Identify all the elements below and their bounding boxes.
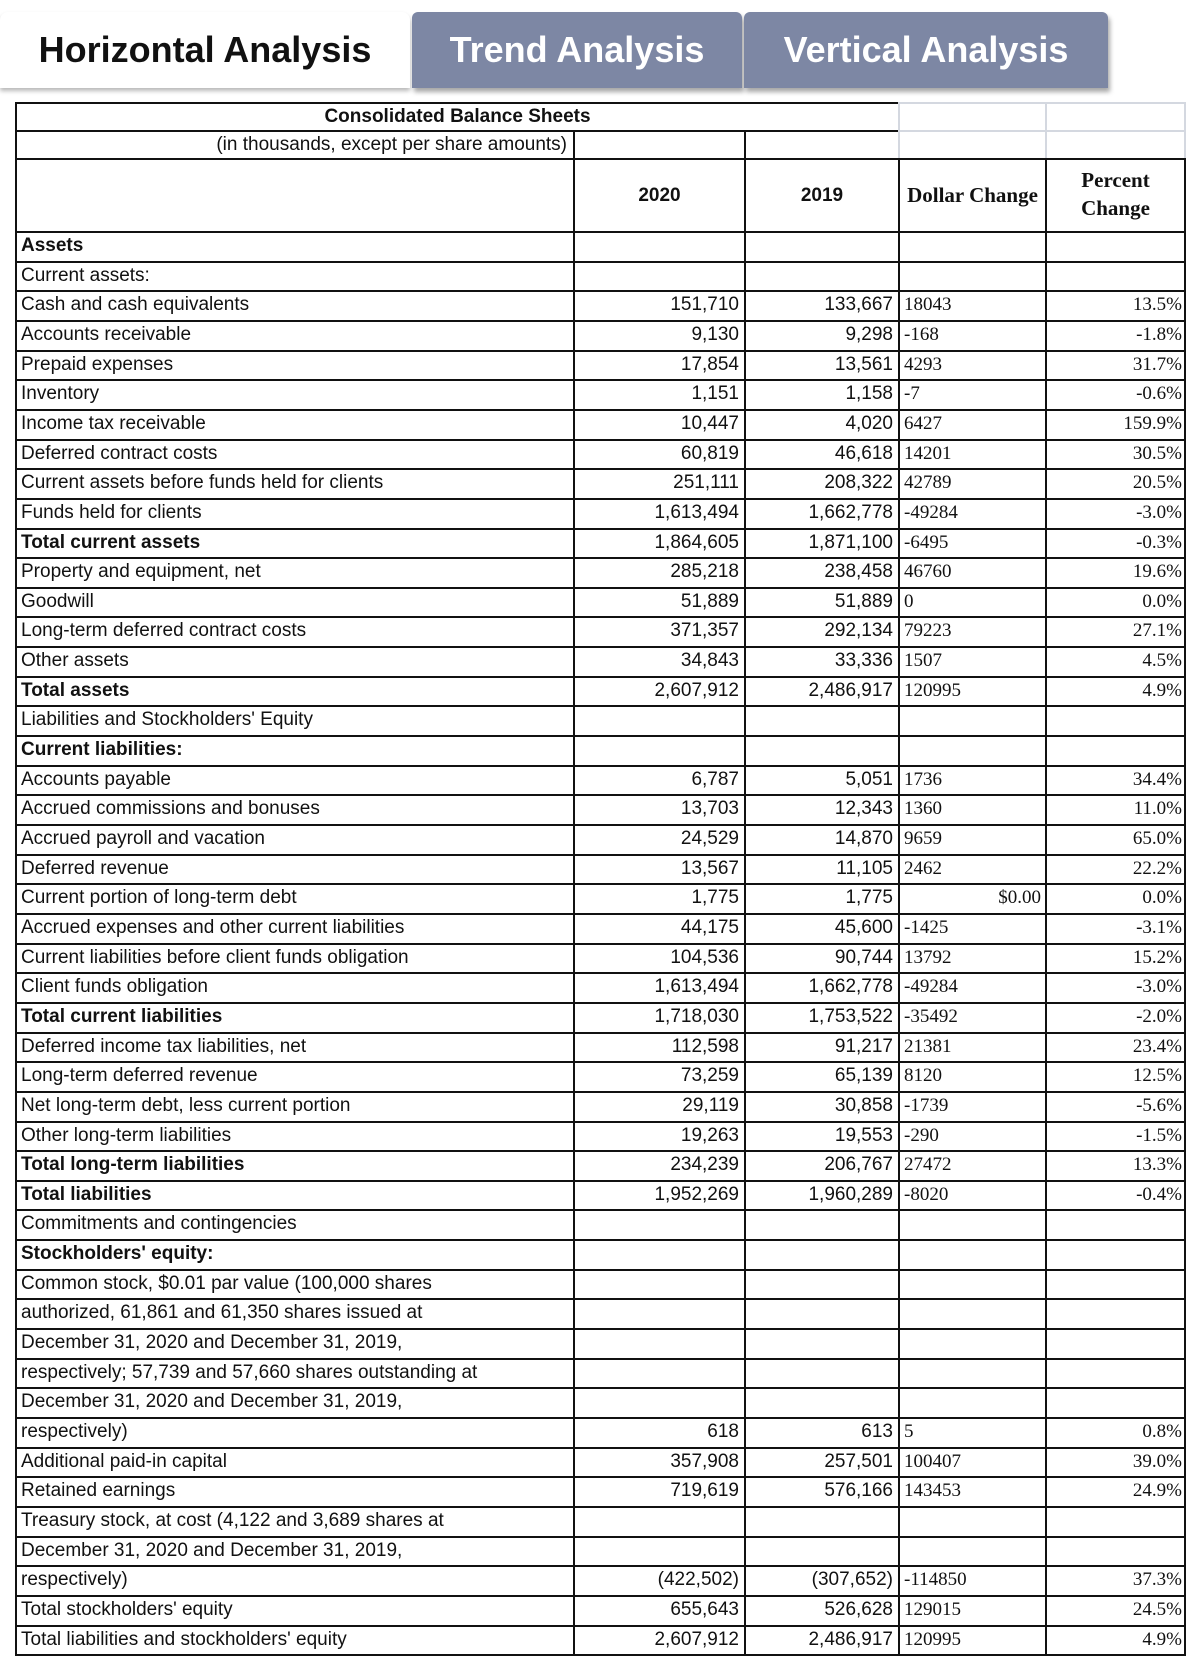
row-label[interactable]: Commitments and contingencies bbox=[15, 1209, 575, 1241]
percent-change[interactable] bbox=[1045, 261, 1186, 292]
row-label[interactable]: respectively; 57,739 and 57,660 shares outstanding at bbox=[15, 1358, 575, 1389]
percent-change[interactable]: 0.0% bbox=[1045, 883, 1186, 915]
row-label[interactable]: Cash and cash equivalents bbox=[15, 290, 575, 322]
dollar-change[interactable] bbox=[898, 705, 1047, 737]
dollar-change[interactable]: -168 bbox=[898, 320, 1047, 352]
value-2020[interactable]: 73,259 bbox=[573, 1061, 746, 1093]
value-2019[interactable]: 5,051 bbox=[744, 765, 900, 796]
row-label[interactable]: Total liabilities and stockholders' equity bbox=[15, 1625, 575, 1656]
percent-change[interactable] bbox=[1045, 1358, 1186, 1389]
dollar-change[interactable] bbox=[898, 1358, 1047, 1389]
empty-cell[interactable] bbox=[898, 130, 1047, 160]
percent-change[interactable]: -3.0% bbox=[1045, 498, 1186, 530]
percent-change[interactable]: 20.5% bbox=[1045, 468, 1186, 500]
dollar-change[interactable]: 1507 bbox=[898, 646, 1047, 678]
value-2019[interactable]: 1,871,100 bbox=[744, 528, 900, 559]
row-label[interactable]: Total assets bbox=[15, 676, 575, 707]
percent-change[interactable]: 37.3% bbox=[1045, 1565, 1186, 1597]
percent-change[interactable] bbox=[1045, 1209, 1186, 1241]
value-2019[interactable]: 51,889 bbox=[744, 587, 900, 618]
percent-change[interactable] bbox=[1045, 1239, 1186, 1271]
value-2020[interactable] bbox=[573, 1358, 746, 1389]
dollar-change[interactable]: -49284 bbox=[898, 972, 1047, 1004]
dollar-change[interactable] bbox=[898, 231, 1047, 263]
row-label[interactable]: Total current liabilities bbox=[15, 1002, 575, 1034]
value-2020[interactable]: 13,703 bbox=[573, 794, 746, 826]
value-2019[interactable]: 30,858 bbox=[744, 1091, 900, 1123]
percent-change[interactable] bbox=[1045, 735, 1186, 767]
value-2020[interactable]: 44,175 bbox=[573, 913, 746, 945]
percent-header-line1: Percent bbox=[1081, 168, 1150, 192]
value-2019[interactable]: 1,753,522 bbox=[744, 1002, 900, 1034]
empty-cell[interactable] bbox=[898, 102, 1047, 132]
value-2019[interactable]: 46,618 bbox=[744, 439, 900, 470]
row-label[interactable]: Current portion of long-term debt bbox=[15, 883, 575, 915]
value-2019[interactable]: 208,322 bbox=[744, 468, 900, 500]
value-2020[interactable] bbox=[573, 1209, 746, 1241]
row-label[interactable]: Accounts receivable bbox=[15, 320, 575, 352]
row-label[interactable]: respectively) bbox=[15, 1417, 575, 1449]
dollar-change[interactable]: 79223 bbox=[898, 616, 1047, 648]
percent-change[interactable]: 34.4% bbox=[1045, 765, 1186, 796]
row-label[interactable]: Assets bbox=[15, 231, 575, 263]
dollar-change[interactable]: -290 bbox=[898, 1121, 1047, 1152]
dollar-change[interactable]: -35492 bbox=[898, 1002, 1047, 1034]
row-label[interactable]: Total long-term liabilities bbox=[15, 1150, 575, 1182]
value-2019[interactable] bbox=[744, 1358, 900, 1389]
percent-change[interactable]: 13.5% bbox=[1045, 290, 1186, 322]
row-label[interactable]: Accrued commissions and bonuses bbox=[15, 794, 575, 826]
value-2020[interactable]: 13,567 bbox=[573, 854, 746, 885]
column-header-2020: 2020 bbox=[573, 158, 746, 233]
row-label[interactable]: Client funds obligation bbox=[15, 972, 575, 1004]
row-label[interactable]: Total liabilities bbox=[15, 1180, 575, 1211]
row-label[interactable]: Deferred contract costs bbox=[15, 439, 575, 470]
percent-change[interactable]: 4.9% bbox=[1045, 676, 1186, 707]
value-2019[interactable]: 33,336 bbox=[744, 646, 900, 678]
dollar-change[interactable] bbox=[898, 1506, 1047, 1538]
value-2020[interactable]: 104,536 bbox=[573, 943, 746, 974]
value-2019[interactable] bbox=[744, 261, 900, 292]
dollar-change[interactable]: 120995 bbox=[898, 1625, 1047, 1656]
row-label[interactable]: Long-term deferred contract costs bbox=[15, 616, 575, 648]
percent-change[interactable]: 24.5% bbox=[1045, 1595, 1186, 1627]
value-2020[interactable]: 51,889 bbox=[573, 587, 746, 618]
dollar-change[interactable]: 100407 bbox=[898, 1447, 1047, 1478]
percent-change[interactable]: 19.6% bbox=[1045, 557, 1186, 589]
value-2020[interactable] bbox=[573, 1239, 746, 1271]
value-2019[interactable] bbox=[744, 1239, 900, 1271]
dollar-change[interactable]: 14201 bbox=[898, 439, 1047, 470]
dollar-change[interactable]: 129015 bbox=[898, 1595, 1047, 1627]
value-2019[interactable]: 1,158 bbox=[744, 379, 900, 411]
dollar-change[interactable]: $0.00 bbox=[898, 883, 1047, 915]
row-label[interactable]: Liabilities and Stockholders' Equity bbox=[15, 705, 575, 737]
dollar-change[interactable]: -49284 bbox=[898, 498, 1047, 530]
value-2019[interactable]: 11,105 bbox=[744, 854, 900, 885]
dollar-change[interactable] bbox=[898, 1536, 1047, 1567]
value-2020[interactable] bbox=[573, 231, 746, 263]
value-2019[interactable]: 613 bbox=[744, 1417, 900, 1449]
value-2019[interactable]: 1,960,289 bbox=[744, 1180, 900, 1211]
value-2019[interactable]: 206,767 bbox=[744, 1150, 900, 1182]
percent-change[interactable]: 39.0% bbox=[1045, 1447, 1186, 1478]
dollar-change[interactable]: 6427 bbox=[898, 409, 1047, 441]
value-2020[interactable]: 6,787 bbox=[573, 765, 746, 796]
dollar-change[interactable]: 1736 bbox=[898, 765, 1047, 796]
dollar-change[interactable]: 42789 bbox=[898, 468, 1047, 500]
dollar-change[interactable]: 18043 bbox=[898, 290, 1047, 322]
percent-change[interactable]: -0.4% bbox=[1045, 1180, 1186, 1211]
value-2020[interactable]: 34,843 bbox=[573, 646, 746, 678]
value-2019[interactable]: 2,486,917 bbox=[744, 1625, 900, 1656]
dollar-change[interactable]: -1739 bbox=[898, 1091, 1047, 1123]
row-label[interactable]: December 31, 2020 and December 31, 2019, bbox=[15, 1328, 575, 1360]
dollar-change[interactable] bbox=[898, 1328, 1047, 1360]
value-2019[interactable]: 90,744 bbox=[744, 943, 900, 974]
value-2019[interactable] bbox=[744, 735, 900, 767]
value-2019[interactable]: 14,870 bbox=[744, 824, 900, 856]
percent-change[interactable]: -0.3% bbox=[1045, 528, 1186, 559]
percent-change[interactable]: -1.5% bbox=[1045, 1121, 1186, 1152]
dollar-change[interactable]: 21381 bbox=[898, 1032, 1047, 1063]
percent-change[interactable]: 30.5% bbox=[1045, 439, 1186, 470]
percent-change[interactable] bbox=[1045, 1328, 1186, 1360]
column-header-2019: 2019 bbox=[744, 158, 900, 233]
tab-horizontal-analysis[interactable]: Horizontal Analysis bbox=[0, 12, 410, 88]
empty-cell[interactable] bbox=[744, 130, 900, 160]
value-2020[interactable] bbox=[573, 1506, 746, 1538]
dollar-change[interactable]: -114850 bbox=[898, 1565, 1047, 1597]
row-label[interactable]: Other long-term liabilities bbox=[15, 1121, 575, 1152]
value-2019[interactable]: (307,652) bbox=[744, 1565, 900, 1597]
percent-change[interactable]: -5.6% bbox=[1045, 1091, 1186, 1123]
percent-change[interactable]: -2.0% bbox=[1045, 1002, 1186, 1034]
row-label[interactable]: Inventory bbox=[15, 379, 575, 411]
value-2019[interactable]: 1,775 bbox=[744, 883, 900, 915]
row-label[interactable]: Total current assets bbox=[15, 528, 575, 559]
value-2020[interactable]: 655,643 bbox=[573, 1595, 746, 1627]
value-2019[interactable]: 91,217 bbox=[744, 1032, 900, 1063]
value-2019[interactable]: 12,343 bbox=[744, 794, 900, 826]
row-label[interactable]: Current liabilities: bbox=[15, 735, 575, 767]
dollar-change[interactable] bbox=[898, 1239, 1047, 1271]
percent-change[interactable]: 31.7% bbox=[1045, 350, 1186, 381]
value-2020[interactable]: 60,819 bbox=[573, 439, 746, 470]
row-label[interactable]: Deferred income tax liabilities, net bbox=[15, 1032, 575, 1063]
value-2020[interactable] bbox=[573, 705, 746, 737]
percent-change[interactable]: 11.0% bbox=[1045, 794, 1186, 826]
dollar-change[interactable] bbox=[898, 1209, 1047, 1241]
value-2020[interactable] bbox=[573, 261, 746, 292]
percent-change[interactable]: 13.3% bbox=[1045, 1150, 1186, 1182]
value-2019[interactable]: 4,020 bbox=[744, 409, 900, 441]
row-label[interactable]: Accrued expenses and other current liabilities bbox=[15, 913, 575, 945]
dollar-change[interactable]: -7 bbox=[898, 379, 1047, 411]
dollar-change[interactable] bbox=[898, 1269, 1047, 1300]
value-2019[interactable]: 257,501 bbox=[744, 1447, 900, 1478]
percent-change[interactable] bbox=[1045, 1506, 1186, 1538]
value-2020[interactable]: 357,908 bbox=[573, 1447, 746, 1478]
percent-change[interactable] bbox=[1045, 1269, 1186, 1300]
table-title: Consolidated Balance Sheets bbox=[15, 102, 900, 132]
value-2020[interactable] bbox=[573, 1536, 746, 1567]
row-label[interactable]: Funds held for clients bbox=[15, 498, 575, 530]
value-2019[interactable]: 292,134 bbox=[744, 616, 900, 648]
value-2020[interactable]: 2,607,912 bbox=[573, 676, 746, 707]
value-2020[interactable]: 24,529 bbox=[573, 824, 746, 856]
percent-change[interactable]: 22.2% bbox=[1045, 854, 1186, 885]
row-label[interactable]: Retained earnings bbox=[15, 1476, 575, 1508]
value-2020[interactable]: 1,613,494 bbox=[573, 498, 746, 530]
value-2020[interactable] bbox=[573, 1269, 746, 1300]
value-2019[interactable] bbox=[744, 1209, 900, 1241]
value-2020[interactable]: 1,952,269 bbox=[573, 1180, 746, 1211]
dollar-change[interactable]: 4293 bbox=[898, 350, 1047, 381]
percent-change[interactable]: 12.5% bbox=[1045, 1061, 1186, 1093]
value-2019[interactable]: 45,600 bbox=[744, 913, 900, 945]
dollar-change[interactable] bbox=[898, 1298, 1047, 1330]
value-2019[interactable]: 238,458 bbox=[744, 557, 900, 589]
value-2019[interactable] bbox=[744, 1536, 900, 1567]
value-2020[interactable]: 9,130 bbox=[573, 320, 746, 352]
empty-cell[interactable] bbox=[1045, 130, 1186, 160]
value-2020[interactable]: 112,598 bbox=[573, 1032, 746, 1063]
percent-change[interactable]: 4.5% bbox=[1045, 646, 1186, 678]
value-2019[interactable]: 9,298 bbox=[744, 320, 900, 352]
value-2019[interactable]: 576,166 bbox=[744, 1476, 900, 1508]
row-label[interactable]: Current assets before funds held for clients bbox=[15, 468, 575, 500]
dollar-change[interactable]: 8120 bbox=[898, 1061, 1047, 1093]
empty-cell[interactable] bbox=[573, 130, 746, 160]
column-header-dollar-change: Dollar Change bbox=[898, 158, 1047, 233]
value-2020[interactable]: (422,502) bbox=[573, 1565, 746, 1597]
percent-change[interactable]: -3.1% bbox=[1045, 913, 1186, 945]
row-label[interactable]: Goodwill bbox=[15, 587, 575, 618]
value-2020[interactable]: 1,718,030 bbox=[573, 1002, 746, 1034]
percent-change[interactable] bbox=[1045, 1536, 1186, 1567]
value-2020[interactable]: 1,613,494 bbox=[573, 972, 746, 1004]
empty-cell[interactable] bbox=[1045, 102, 1186, 132]
row-label[interactable]: authorized, 61,861 and 61,350 shares issued at bbox=[15, 1298, 575, 1330]
value-2019[interactable] bbox=[744, 1328, 900, 1360]
value-2019[interactable]: 133,667 bbox=[744, 290, 900, 322]
row-label[interactable]: respectively) bbox=[15, 1565, 575, 1597]
value-2019[interactable]: 1,662,778 bbox=[744, 498, 900, 530]
row-label[interactable]: Property and equipment, net bbox=[15, 557, 575, 589]
value-2020[interactable]: 285,218 bbox=[573, 557, 746, 589]
dollar-change[interactable] bbox=[898, 261, 1047, 292]
value-2019[interactable] bbox=[744, 231, 900, 263]
row-label[interactable]: Deferred revenue bbox=[15, 854, 575, 885]
value-2020[interactable]: 17,854 bbox=[573, 350, 746, 381]
row-label[interactable]: Other assets bbox=[15, 646, 575, 678]
table-subtitle: (in thousands, except per share amounts) bbox=[15, 130, 575, 160]
row-label[interactable]: Current liabilities before client funds obligation bbox=[15, 943, 575, 974]
row-label[interactable]: Accrued payroll and vacation bbox=[15, 824, 575, 856]
percent-change[interactable]: -1.8% bbox=[1045, 320, 1186, 352]
empty-header-cell[interactable] bbox=[15, 158, 575, 233]
value-2020[interactable]: 251,111 bbox=[573, 468, 746, 500]
value-2019[interactable]: 13,561 bbox=[744, 350, 900, 381]
percent-change[interactable]: 4.9% bbox=[1045, 1625, 1186, 1656]
row-label[interactable]: Accounts payable bbox=[15, 765, 575, 796]
percent-change[interactable] bbox=[1045, 1298, 1186, 1330]
tab-trend-analysis[interactable]: Trend Analysis bbox=[412, 12, 742, 88]
dollar-change[interactable]: 0 bbox=[898, 587, 1047, 618]
dollar-change[interactable]: 5 bbox=[898, 1417, 1047, 1449]
value-2020[interactable]: 151,710 bbox=[573, 290, 746, 322]
value-2020[interactable]: 10,447 bbox=[573, 409, 746, 441]
percent-change[interactable]: -0.6% bbox=[1045, 379, 1186, 411]
value-2019[interactable] bbox=[744, 1387, 900, 1419]
value-2020[interactable]: 618 bbox=[573, 1417, 746, 1449]
dollar-change[interactable]: 1360 bbox=[898, 794, 1047, 826]
value-2019[interactable]: 2,486,917 bbox=[744, 676, 900, 707]
percent-header-line2: Change bbox=[1081, 196, 1150, 220]
value-2019[interactable]: 526,628 bbox=[744, 1595, 900, 1627]
value-2020[interactable]: 719,619 bbox=[573, 1476, 746, 1508]
percent-change[interactable] bbox=[1045, 705, 1186, 737]
dollar-change[interactable]: 143453 bbox=[898, 1476, 1047, 1508]
dollar-change[interactable] bbox=[898, 735, 1047, 767]
percent-change[interactable]: 159.9% bbox=[1045, 409, 1186, 441]
percent-change[interactable]: 15.2% bbox=[1045, 943, 1186, 974]
row-label[interactable]: Treasury stock, at cost (4,122 and 3,689 shares at bbox=[15, 1506, 575, 1538]
row-label[interactable]: Common stock, $0.01 par value (100,000 shares bbox=[15, 1269, 575, 1300]
dollar-change[interactable] bbox=[898, 1387, 1047, 1419]
percent-change[interactable]: -3.0% bbox=[1045, 972, 1186, 1004]
percent-change[interactable]: 27.1% bbox=[1045, 616, 1186, 648]
value-2019[interactable]: 1,662,778 bbox=[744, 972, 900, 1004]
value-2020[interactable]: 19,263 bbox=[573, 1121, 746, 1152]
value-2019[interactable]: 19,553 bbox=[744, 1121, 900, 1152]
value-2019[interactable] bbox=[744, 1298, 900, 1330]
dollar-change[interactable]: 120995 bbox=[898, 676, 1047, 707]
row-label[interactable]: December 31, 2020 and December 31, 2019, bbox=[15, 1387, 575, 1419]
percent-change[interactable]: 24.9% bbox=[1045, 1476, 1186, 1508]
value-2019[interactable] bbox=[744, 1269, 900, 1300]
dollar-change[interactable]: 13792 bbox=[898, 943, 1047, 974]
value-2020[interactable]: 371,357 bbox=[573, 616, 746, 648]
dollar-change[interactable]: 9659 bbox=[898, 824, 1047, 856]
value-2020[interactable] bbox=[573, 1298, 746, 1330]
value-2020[interactable]: 1,775 bbox=[573, 883, 746, 915]
dollar-change[interactable]: 46760 bbox=[898, 557, 1047, 589]
value-2020[interactable] bbox=[573, 735, 746, 767]
dollar-change[interactable]: 27472 bbox=[898, 1150, 1047, 1182]
row-label[interactable]: Income tax receivable bbox=[15, 409, 575, 441]
value-2020[interactable]: 1,151 bbox=[573, 379, 746, 411]
column-header-percent-change bbox=[1045, 158, 1186, 233]
dollar-change[interactable]: -6495 bbox=[898, 528, 1047, 559]
tab-vertical-analysis[interactable]: Vertical Analysis bbox=[744, 12, 1108, 88]
value-2020[interactable] bbox=[573, 1328, 746, 1360]
value-2019[interactable]: 65,139 bbox=[744, 1061, 900, 1093]
dollar-change[interactable]: -8020 bbox=[898, 1180, 1047, 1211]
row-label[interactable]: Prepaid expenses bbox=[15, 350, 575, 381]
row-label[interactable]: Stockholders' equity: bbox=[15, 1239, 575, 1271]
percent-change[interactable]: 0.0% bbox=[1045, 587, 1186, 618]
percent-change[interactable]: 0.8% bbox=[1045, 1417, 1186, 1449]
value-2020[interactable]: 1,864,605 bbox=[573, 528, 746, 559]
row-label[interactable]: December 31, 2020 and December 31, 2019, bbox=[15, 1536, 575, 1567]
value-2020[interactable] bbox=[573, 1387, 746, 1419]
value-2019[interactable] bbox=[744, 1506, 900, 1538]
value-2019[interactable] bbox=[744, 705, 900, 737]
dollar-change[interactable]: 2462 bbox=[898, 854, 1047, 885]
dollar-change[interactable]: -1425 bbox=[898, 913, 1047, 945]
row-label[interactable]: Total stockholders' equity bbox=[15, 1595, 575, 1627]
percent-change[interactable]: 23.4% bbox=[1045, 1032, 1186, 1063]
row-label[interactable]: Current assets: bbox=[15, 261, 575, 292]
value-2020[interactable]: 234,239 bbox=[573, 1150, 746, 1182]
row-label[interactable]: Additional paid-in capital bbox=[15, 1447, 575, 1478]
percent-change[interactable] bbox=[1045, 231, 1186, 263]
percent-change[interactable] bbox=[1045, 1387, 1186, 1419]
percent-change[interactable]: 65.0% bbox=[1045, 824, 1186, 856]
value-2020[interactable]: 2,607,912 bbox=[573, 1625, 746, 1656]
value-2020[interactable]: 29,119 bbox=[573, 1091, 746, 1123]
row-label[interactable]: Net long-term debt, less current portion bbox=[15, 1091, 575, 1123]
row-label[interactable]: Long-term deferred revenue bbox=[15, 1061, 575, 1093]
